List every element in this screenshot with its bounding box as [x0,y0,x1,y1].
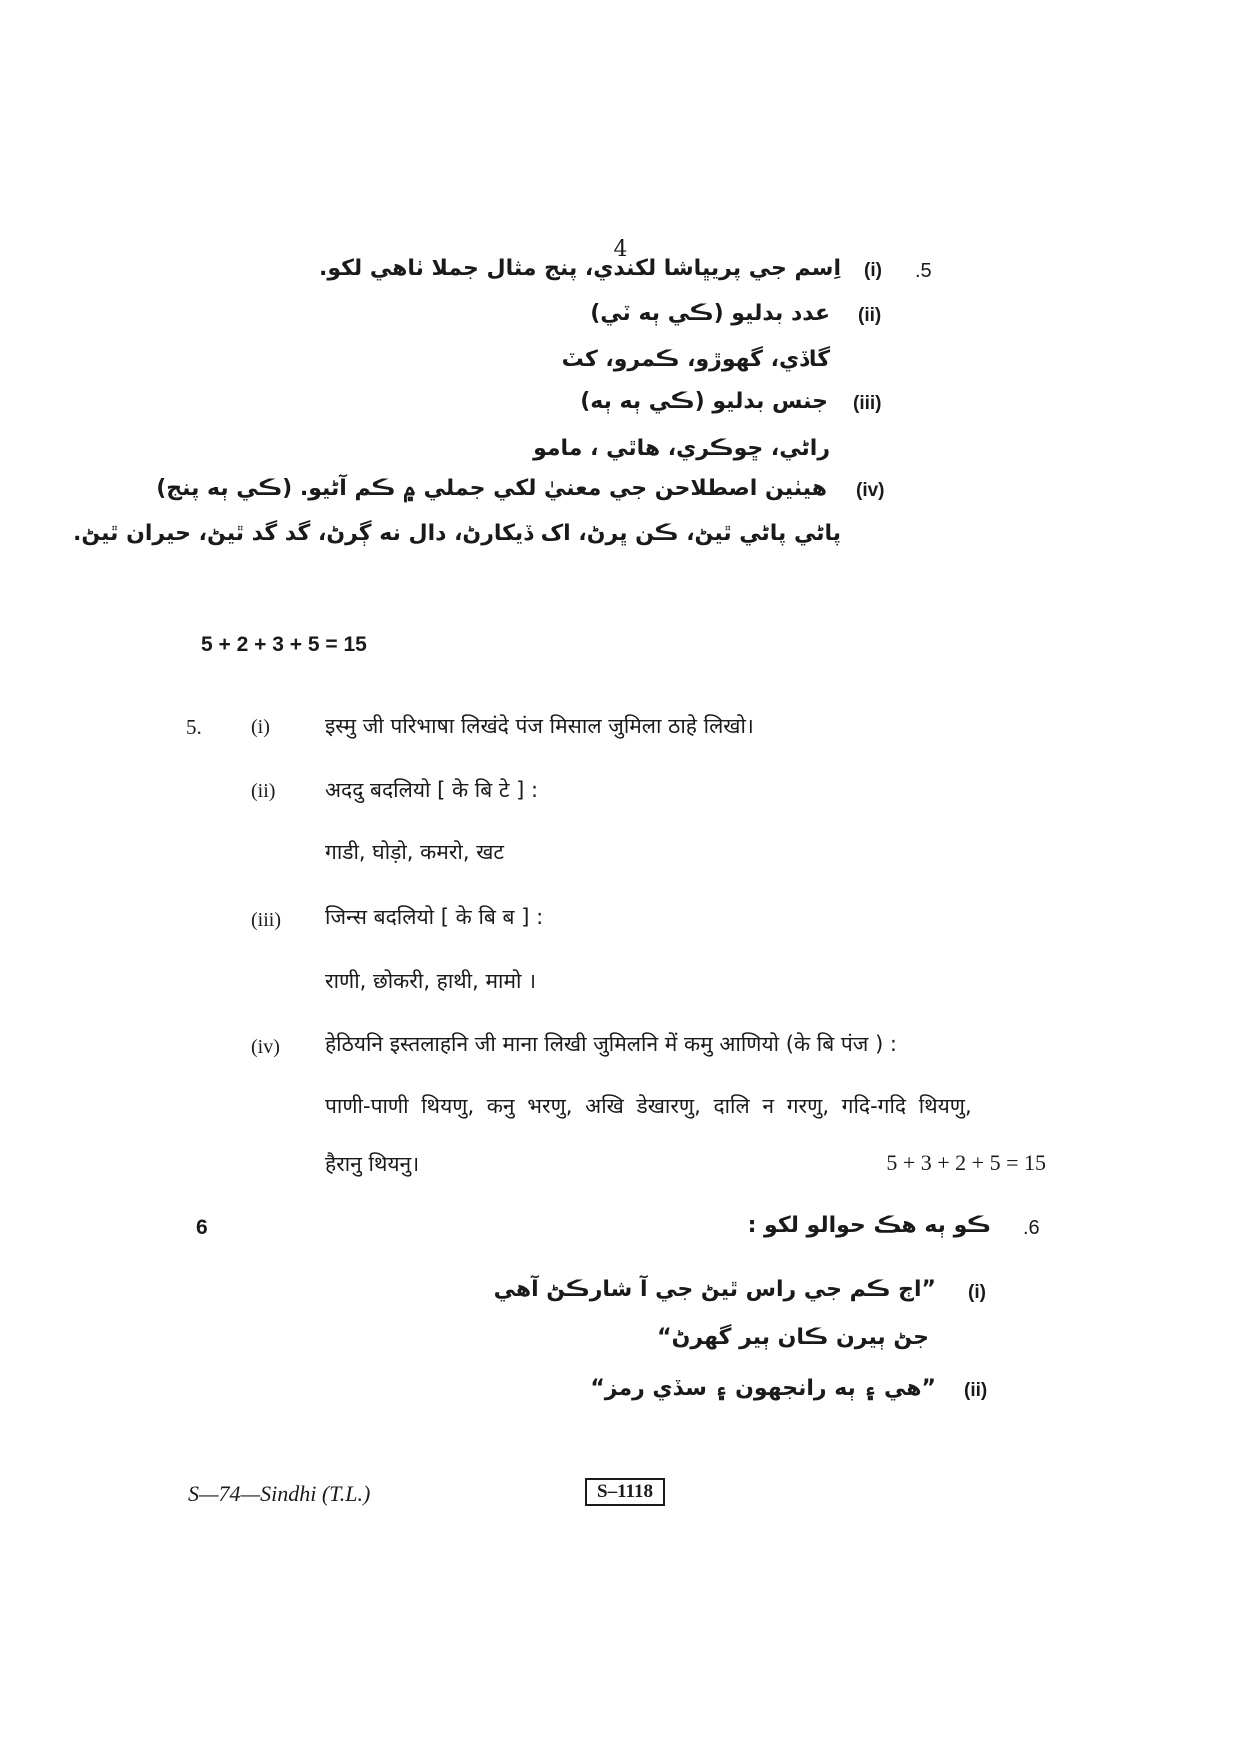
hindi-item-text: इस्मु जी परिभाषा लिखंदे पंज मिसाल जुमिला ठाहे लिखो। [325,714,754,738]
sindhi-q6-label: (ii) [964,1380,988,1401]
hindi-q5-number: 5. [186,715,202,739]
sindhi-item-text: هيٺين اصطلاحن جي معنيٰ لکي جملي ۾ ڪم آڻيو. (ڪي ٻه پنج) [156,476,827,501]
hindi-marks: 5 + 3 + 2 + 5 = 15 [886,1150,1046,1175]
sindhi-q6-heading: ڪو ٻه هڪ حوالو لکو : [747,1213,991,1238]
sindhi-item-text: گاڏي، گهوڙو، ڪمرو، کٽ [561,347,830,372]
hindi-item-label: (ii) [251,780,276,802]
sindhi-item-text: پاڻي پاڻي ٿيڻ، ڪن ڀرڻ، اک ڏيکارڻ، دال نه ڳرڻ، گد گد ٿيڻ، حيران ٿيڻ. [73,521,841,546]
sindhi-q6-text: جڻ ٻيرن ڪان ٻير گهرڻ“ [657,1325,929,1350]
hindi-item-label: (i) [251,716,270,738]
sindhi-q6-text: ”هي ۽ ٻه رانجهون ۽ سڏي رمز“ [590,1376,936,1401]
hindi-item-text: अददु बदलियो [ के बि टे ] : [325,778,539,802]
side-marks-6: 6 [196,1216,208,1239]
sindhi-item-label: (iii) [853,393,882,414]
hindi-item-text: जिन्स बदलियो [ के बि ब ] : [325,905,544,929]
hindi-item-text: गाडी, घोड़ो, कमरो, खट [325,840,504,864]
sindhi-item-label: (iv) [856,480,885,501]
hindi-item-text: हैरानु थियनु। [325,1152,420,1176]
sindhi-item-label: (i) [864,260,882,281]
sindhi-item-text: اِسم جي پريڀاشا لکندي، پنج مثال جملا ٺاهي لکو. [318,256,841,281]
sindhi-item-label: (ii) [858,305,882,326]
footer-booklet-code: S–1118 [585,1478,665,1506]
hindi-item-text: पाणी-पाणी थियणु, कनु भरणु, अखि डेखारणु, दालि न गरणु, गदि-गदि थियणु, [325,1094,972,1118]
sindhi-item-text: راڻي، ڇوڪري، هاٿي ، مامو [533,436,830,461]
footer-paper-code: S—74—Sindhi (T.L.) [188,1481,371,1506]
hindi-item-label: (iv) [251,1036,280,1058]
sindhi-q5-number: .5 [915,260,932,282]
sindhi-marks: 5 + 2 + 3 + 5 = 15 [201,633,367,656]
sindhi-q6-number: .6 [1023,1217,1040,1239]
hindi-item-text: हेठियनि इस्तलाहनि जी माना लिखी जुमिलनि में कमु आणियो (के बि पंज ) : [325,1032,898,1056]
page-number: 4 [613,237,628,262]
hindi-item-label: (iii) [251,909,281,931]
sindhi-q6-text: ”اڄ ڪم جي راس ٿيڻ جي آ شارڪڻ آهي [493,1277,936,1302]
sindhi-item-text: جنس بدليو (ڪي ٻه ٻه) [580,389,828,414]
sindhi-q6-label: (i) [968,1282,986,1303]
sindhi-item-text: عدد بدليو (ڪي ٻه ٽي) [590,301,830,326]
hindi-item-text: राणी, छोकरी, हाथी, मामो । [325,969,537,993]
